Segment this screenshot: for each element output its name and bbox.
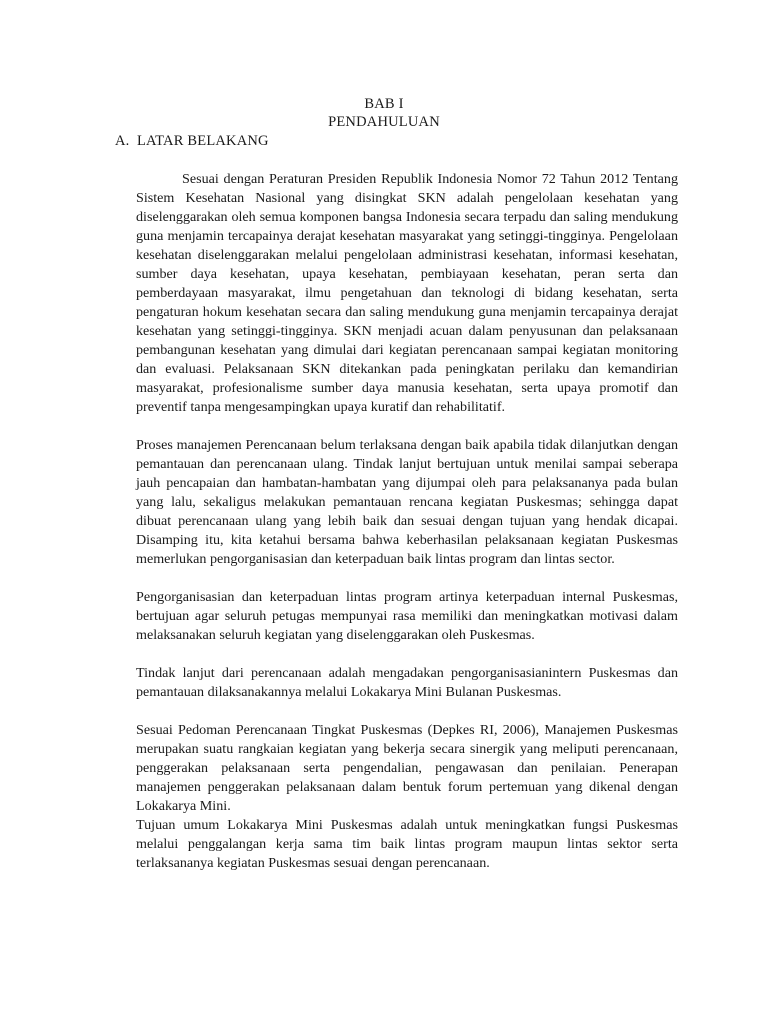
paragraph: Sesuai dengan Peraturan Presiden Republik Indonesia Nomor 72 Tahun 2012 Tentang Sistem Kesehatan Nasional yang disingkat SKN adalah pengelolaan kesehatan yang diselenggarakan oleh semua komponen bangsa Indonesia secara terpadu dan saling mendukung guna menjamin tercapainya derajat kesehatan masyarakat yang setinggi-tingginya. Pengelolaan kesehatan diselenggarakan melalui pengelolaan administrasi kesehatan, informasi kesehatan, sumber daya kesehatan, upaya kesehatan, pembiayaan kesehatan, peran serta dan pemberdayaan masyarakat, ilmu pengetahuan dan teknologi di bidang kesehatan, serta pengaturan hokum kesehatan secara dan saling mendukung guna menjamin tercapainya derajat kesehatan yang setinggi-tingginya. SKN menjadi acuan dalam penyusunan dan pelaksanaan pembangunan kesehatan yang dimulai dari kegiatan perencanaan sampai kegiatan monitoring dan evaluasi. Pelaksanaan SKN ditekankan pada peningkatan perilaku dan kemandirian masyarakat, profesionalisme sumber daya manusia kesehatan, serta upaya promotif dan preventif tanpa mengesampingkan upaya kuratif dan rehabilitatif.	[136, 171, 678, 415]
paragraph: Tindak lanjut dari perencanaan adalah mengadakan pengorganisasianintern Puskesmas dan pemantauan dilaksanakannya melalui Lokakarya Mini Bulanan Puskesmas.	[136, 665, 678, 700]
section-title: LATAR BELAKANG	[137, 133, 269, 149]
chapter-title: PENDAHULUAN	[328, 114, 440, 130]
paragraph: Proses manajemen Perencanaan belum terlaksana dengan baik apabila tidak dilanjutkan dengan pemantauan dan perencanaan ulang. Tindak lanjut bertujuan untuk menilai sampai seberapa jauh pencapaian dan hambatan-hambatan yang dijumpai oleh para pelaksananya pada bulan yang lalu, sekaligus melakukan pemantauan rencana kegiatan Puskesmas; sehingga dapat dibuat perencanaan ulang yang lebih baik dan sesuai dengan tujuan yang hendak dicapai. Disamping itu, kita ketahui bersama bahwa keberhasilan pelaksanaan kegiatan Puskesmas memerlukan pengorganisasian dan keterpaduan baik lintas program dan lintas sector.	[136, 437, 678, 567]
paragraph: Sesuai Pedoman Perencanaan Tingkat Puskesmas (Depkes RI, 2006), Manajemen Puskesmas merupakan suatu rangkaian kegiatan yang bekerja secara sinergik yang meliputi perencanaan, penggerakan pelaksanaan serta pengendalian, pengawasan dan penilaian. Penerapan manajemen penggerakan pelaksanaan dalam bentuk forum pertemuan yang dikenal dengan Lokakarya Mini.	[136, 722, 678, 814]
paragraph: Tujuan umum Lokakarya Mini Puskesmas adalah untuk meningkatkan fungsi Puskesmas melalui penggalangan kerja sama tim baik lintas program maupun lintas sektor serta terlaksananya kegiatan Puskesmas sesuai dengan perencanaan.	[136, 817, 678, 871]
chapter-number: BAB I	[364, 96, 404, 112]
document-body	[136, 170, 678, 873]
section-heading	[115, 132, 269, 150]
section-letter: A.	[115, 133, 130, 149]
paragraph: Pengorganisasian dan keterpaduan lintas program artinya keterpaduan internal Puskesmas, bertujuan agar seluruh petugas mempunyai rasa memiliki dan meningkatkan motivasi dalam melaksanakan seluruh kegiatan yang diselenggarakan oleh Puskesmas.	[136, 589, 678, 643]
